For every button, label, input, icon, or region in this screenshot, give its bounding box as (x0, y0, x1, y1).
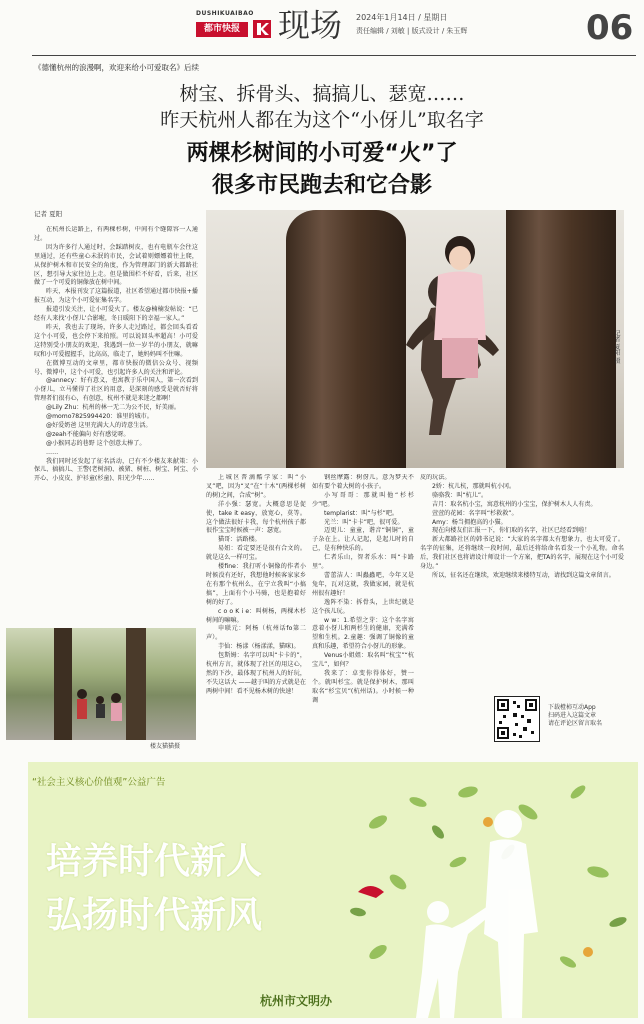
comment: 骆骆我：叫“杭儿”。 (432, 491, 488, 499)
tree-trunk (54, 628, 72, 740)
comment: 皮的玩法。 (420, 474, 451, 481)
comment: …… (46, 448, 59, 456)
paragraph: 现在向楼友们汇报一下，你们取的名字，社区已经看到啦！ (432, 527, 591, 535)
comment: 仁者乐山，智者乐水：叫“卡路里”。 (312, 554, 414, 571)
tree-trunk-right (506, 210, 616, 468)
comment: 我来了：卓变你得体好，赞一个。就叫杉宝。就是保护树木，那叫取名“杉宝贝”(杭州话)。小时候一种调 (312, 669, 414, 704)
section-title: 现场 (278, 6, 343, 44)
comment: 猫哥：活路楼。 (218, 536, 261, 544)
page-number: 06 (586, 8, 634, 48)
public-service-ad (28, 762, 638, 1018)
comment: 芋仙：杨漾（杨漾漾，猫咪)。 (218, 643, 300, 651)
masthead-rule (32, 55, 636, 56)
comment: @zeah不能偏向 好有感觉呀。 (46, 430, 130, 438)
comment: 吉月：取名杭小宝，寓意杭州的小宝宝，保护树木人人有责。 (432, 500, 597, 508)
photo-credit-vertical: 记者 夏阳 摄 (613, 330, 620, 364)
paragraph: 我们同时还发起了征名活动，已有不少楼友来献策：小保儿、搞搞儿、王警(老树洞)、被猪、树桩、树宝、阿宝、小开心、小皮皮、护衫童(杉童)、阳光少年…… (34, 457, 198, 483)
comment: @好爱奶爸 这里充满大人的诗意生活。 (46, 421, 152, 429)
qr-code[interactable] (494, 696, 540, 742)
qr-caption (548, 704, 638, 728)
paragraph: 在杭州长运路上，有两棵杉树，中间有个缝隙容一人通过。 (34, 226, 198, 242)
article-col-1 (34, 226, 198, 620)
comment: 包斯姆：名字可以叫“卡卡的”，杭州方言，就体现了社区的用这心，然的下沙，最体现了杭州人的好玩，不失这话大 ——越于叫的方式就是在两树中间！看不见杨木树的快速！ (206, 652, 306, 695)
small-photo-caption: 楼友猫猫摄 (150, 743, 181, 750)
comment: 2娇：杭儿杭，那就叫杭小冈。 (432, 482, 516, 490)
byline: 记者 夏阳 (34, 210, 63, 218)
paragraph: 因为许多行人通过时，会踩踏树皮，也有电瓶车会往这里通过，还有些童心未泯的市民，会试着则嫖嫖着往上爬，从保护树木和市民安全的角度，作为管理部门的新大都路社区，想引导大家往边上走。但是做围栏不好看，后来，社区做了一个可爱的铜像放在树中间。 (34, 243, 198, 287)
comment: Venus小姐姐：取名叫“杭宝”“杭宝儿”，如何？ (312, 652, 414, 669)
people-group (72, 686, 128, 726)
follow-up-line: 《德懂杭州的浪漫啊，欢迎来给小可爱取名》后续 (34, 63, 199, 72)
article-col-2 (206, 474, 306, 750)
small-photo (6, 628, 196, 740)
qr-caption-line: 下载橙柿互动App (548, 704, 596, 711)
kicker-line-2: 昨天杭州人都在为这个“小伢儿”取名字 (160, 109, 484, 131)
comment: 上城区普滴酷学家：叫“小叉”吧，因为“叉”在“十木”(两棵杉树的树)之间，合成“树”。 (206, 474, 306, 499)
main-headline-1: 两棵杉树间的小可爱“火”了 (186, 141, 458, 166)
comment: 小写哥哥：那就叫他“杉杉少”吧。 (312, 491, 414, 508)
ad-tag: “社会主义核心价值观”公益广告 (32, 777, 166, 788)
qr-caption-line: 请在评论区留言取名 (548, 720, 603, 727)
kicker-line-1: 树宝、拆骨头、搞搞儿、瑟宽…… (179, 83, 465, 105)
article-col-3 (312, 474, 414, 750)
brand-logo-icon (253, 20, 271, 38)
brand-pinyin: DUSHIKUAIBAO (196, 10, 254, 17)
comment: 蕾蕾洁人：叫蟲蟲吧，今年又是兔年，瓦对这就，我做家园，就是杭州很有趣好！ (312, 571, 414, 597)
comment: @annecy：好有意义，也寓教于乐中国人，第一次看到小伢儿，立马懂得了社区的用意，是深刻的感受是就否好将管理者们很有心，有创意，杭州不就是来迷之都啊！ (34, 377, 198, 403)
paragraph: 昨天，本报刊发了这篇报道，社区希望通过都市快报+播报互动，为这个小可爱征集名字。 (34, 288, 198, 305)
paragraph: 昨天，我也去了现场，许多人走过路过，都会回头看看这个小可爱，也会停下来拍照。可以说回头率超高！小可爱这特别受小朋友的欢迎，我遇到一位一岁半的小朋友，就嘛叹和小可爱握握手，比高高，临走了，她妈妈叫不住嘛。 (34, 323, 198, 358)
comment: Amy：杨当拥抱高的小猫。 (432, 518, 507, 526)
main-photo (206, 210, 624, 468)
comment: templarist：叫“与杉”吧。 (324, 509, 399, 517)
tree-trunk (126, 628, 146, 740)
comment: 逸阵不染：拆骨头，上世纪就是这个孩儿玩。 (312, 598, 414, 615)
main-headline-2: 很多市民跑去和它合影 (211, 173, 432, 198)
ad-slogan-2: 弘扬时代新风 (46, 895, 263, 936)
comment: c o o K i e：叫树杨，两棵木杉树间的嘛嘛。 (206, 607, 306, 624)
tree-trunk-left (286, 210, 406, 468)
paragraph: 新大都路社区的韩书记说：“大家的名字都太有想象力，也太可爱了。名字的征集，还将继续一段时间，最后还将给命名看发一个小礼物。命名后，我们社区也将请设计师设计一个方案，把TA的名字，展现在这个小可爱身边。” (420, 536, 624, 571)
article-col-4 (420, 474, 624, 694)
ad-slogan-1: 培养时代新人 (46, 841, 263, 882)
comment: 萱萱的花园：名字叫“杉救救”。 (432, 509, 518, 517)
comment: 楼fine：我打听小铜像的作者小时候没有还好，我想他时候客家家乡在有那个杭州么，在宁立我叫“小搞搞”，上面有个小马骑，也是抱着好树的好了。 (206, 563, 306, 606)
comment: w w：1.希望之芽：这个名字寓意着小伢儿和两杉生的健康，充满希望和生机。2.童趣：强调了铜像的童真和乐趣，希望符合小伢儿的形象。 (312, 616, 414, 651)
ad-footer: 杭州市文明办 (260, 994, 333, 1008)
child-figure (416, 230, 496, 390)
comment: 光兰：叫“卡卡”吧，很可爱。 (324, 518, 404, 526)
comment: @小猴同志的巷野 这个创意太棒了。 (46, 439, 146, 447)
comment: 钢丝摩露：树伢儿。意为梦天不如有要个着大树的小孩子。 (312, 474, 414, 490)
comment: 迈更儿：童童，谐音“铜铜”，童子杂在上。让人记起，是起儿时的自己，是有种快乐的。 (312, 527, 414, 553)
brand-name: 都市快报 (196, 22, 248, 37)
comment: @Lily Zhu：杭州的林一无二为公不民，好美丽。 (46, 404, 180, 412)
paragraph: 在微博互动的文章里，都市快报的微信公众号、视频号、微博中，这个小可爱，也引起许多人的关注和评论。 (34, 359, 198, 376)
paragraph: 报道引发关注，让小可爱火了。楼友@楠楠发帖说：“已经有人来找‘小伢儿’合影啦，冬日暖阳下的幸福一家人。” (34, 306, 198, 323)
parent-child-silhouette (398, 802, 558, 1018)
comment: 洋小强：瑟宽。大概意思是促使，take it easy，放宽心，莫等。这个做法很好卡我，每个杭州孩子都很作宝宝时候被一声：瑟宽。 (206, 500, 306, 535)
comment: 易妞：看定要还是很有合文的。就是这么一样可宝。 (206, 545, 306, 562)
masthead (0, 0, 644, 62)
comment: 申联元：阿杨（杭州话fo第二声）。 (206, 625, 306, 642)
paragraph: 所以，征名还在继续，欢迎继续来楼特互动，请找到这篇文章留言。 (432, 571, 615, 579)
comment: @momo7825994420：谁里的城市。 (46, 413, 153, 421)
editor-credit: 责任编辑 / 刘敏 | 版式设计 / 朱玉辉 (356, 27, 468, 35)
issue-date: 2024年1月14日 / 星期日 (356, 13, 448, 22)
qr-caption-line: 扫码进入这篇文章 (548, 712, 597, 719)
